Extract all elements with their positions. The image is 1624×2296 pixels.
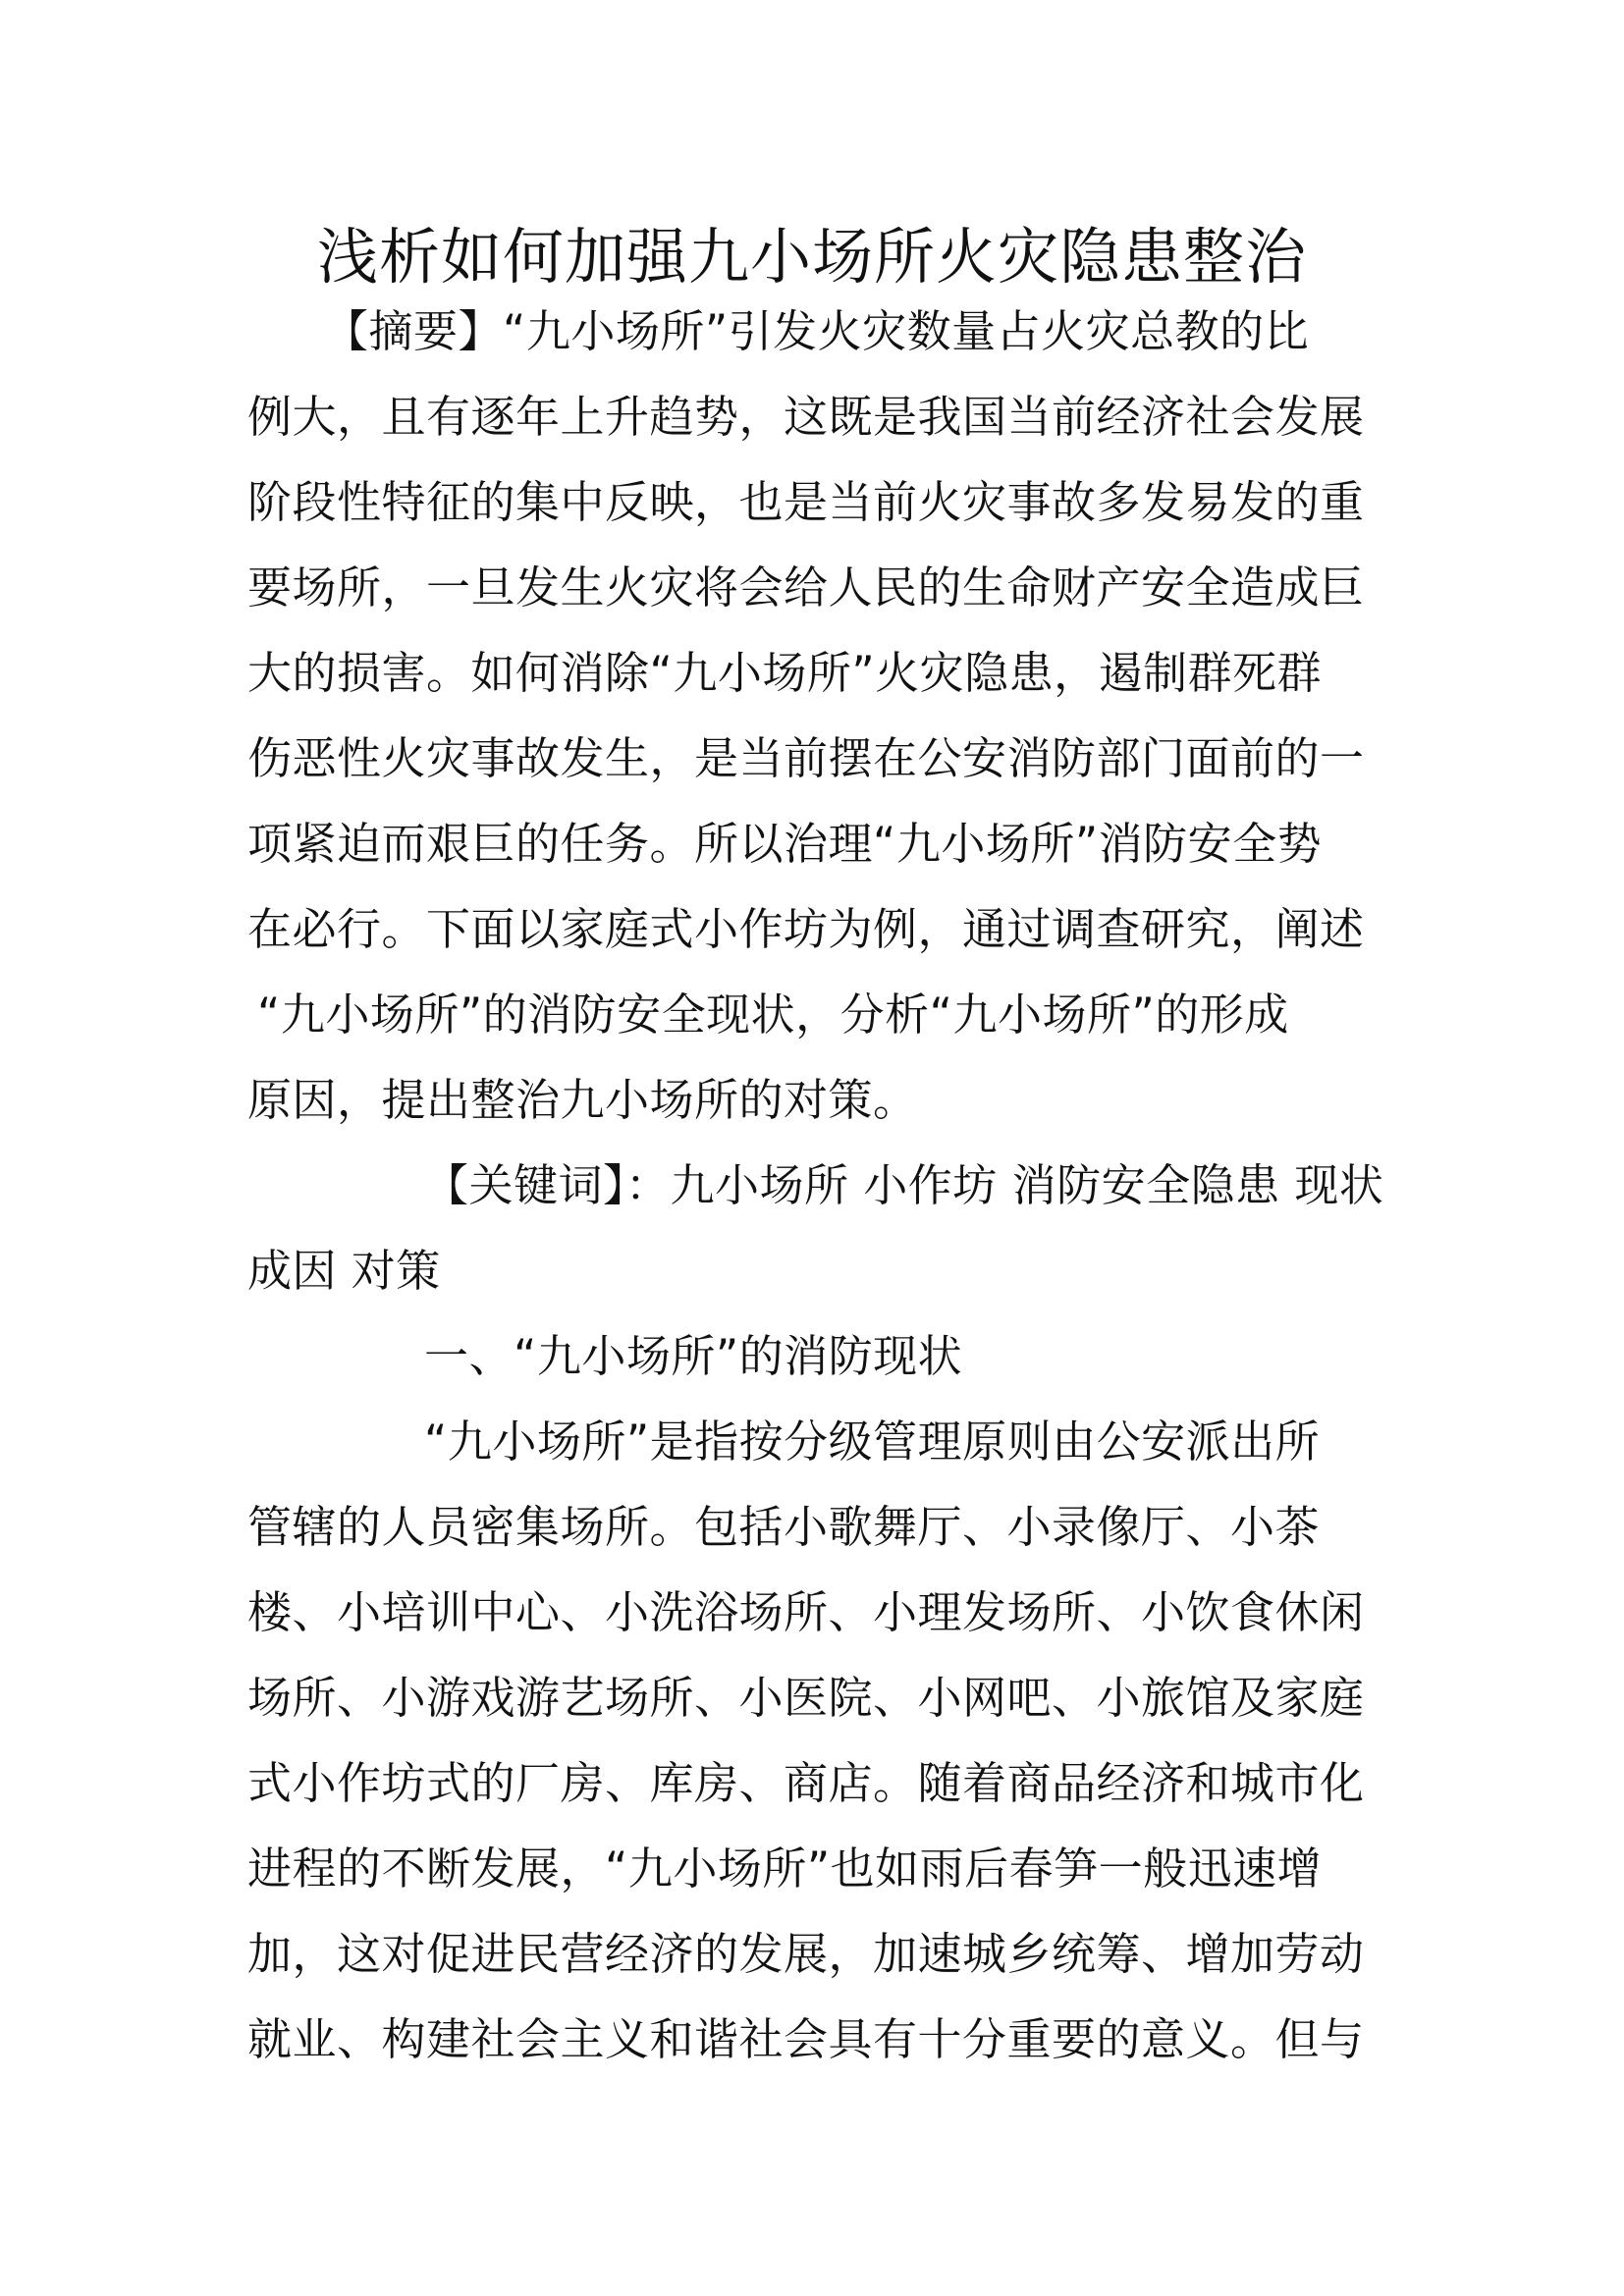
document-title: 浅析如何加强九小场所火灾隐患整治: [316, 221, 1307, 293]
body-line: 就业、构建社会主义和谐社会具有十分重要的意义。但与: [247, 2013, 1365, 2065]
body-line: 场所、小游戏游艺场所、小医院、小网吧、小旅馆及家庭: [247, 1672, 1365, 1724]
section-heading: 一、“九小场所”的消防现状: [424, 1330, 963, 1382]
body-line: 管辖的人员密集场所。包括小歌舞厅、小录像厅、小茶: [247, 1501, 1321, 1553]
abstract-line: 原因，提出整治九小场所的对策。: [247, 1074, 918, 1126]
abstract-line: 要场所，一旦发生火灾将会给人民的生命财产安全造成巨: [247, 561, 1365, 614]
keywords-line: 【关键词】：九小场所 小作坊 消防安全隐患 现状: [424, 1159, 1384, 1211]
abstract-line: 阶段性特征的集中反映，也是当前火灾事故多发易发的重: [247, 476, 1365, 528]
keywords-line: 成因 对策: [247, 1245, 441, 1297]
abstract-line: “九小场所”的消防安全现状，分析“九小场所”的形成: [257, 988, 1289, 1041]
abstract-line: 伤恶性火灾事故发生，是当前摆在公安消防部门面前的一: [247, 732, 1365, 784]
abstract-line: 在必行。下面以家庭式小作坊为例，通过调查研究，阐述: [247, 903, 1365, 955]
body-line: “九小场所”是指按分级管理原则由公安派出所: [424, 1415, 1321, 1468]
abstract-line: 例大，且有逐年上升趋势，这既是我国当前经济社会发展: [247, 391, 1365, 443]
abstract-line: 【摘要】“九小场所”引发火灾数量占火灾总教的比: [324, 305, 1310, 357]
body-line: 式小作坊式的厂房、库房、商店。随着商品经济和城市化: [247, 1757, 1365, 1809]
body-line: 楼、小培训中心、小洗浴场所、小理发场所、小饮食休闲: [247, 1586, 1365, 1638]
abstract-line: 项紧迫而艰巨的任务。所以治理“九小场所”消防安全势: [247, 818, 1323, 870]
body-line: 加，这对促进民营经济的发展，加速城乡统筹、增加劳动: [247, 1928, 1365, 1980]
body-line: 进程的不断发展，“九小场所”也如雨后春笋一般迅速增: [247, 1842, 1323, 1895]
abstract-line: 大的损害。如何消除“九小场所”火灾隐患，遏制群死群: [247, 647, 1323, 699]
